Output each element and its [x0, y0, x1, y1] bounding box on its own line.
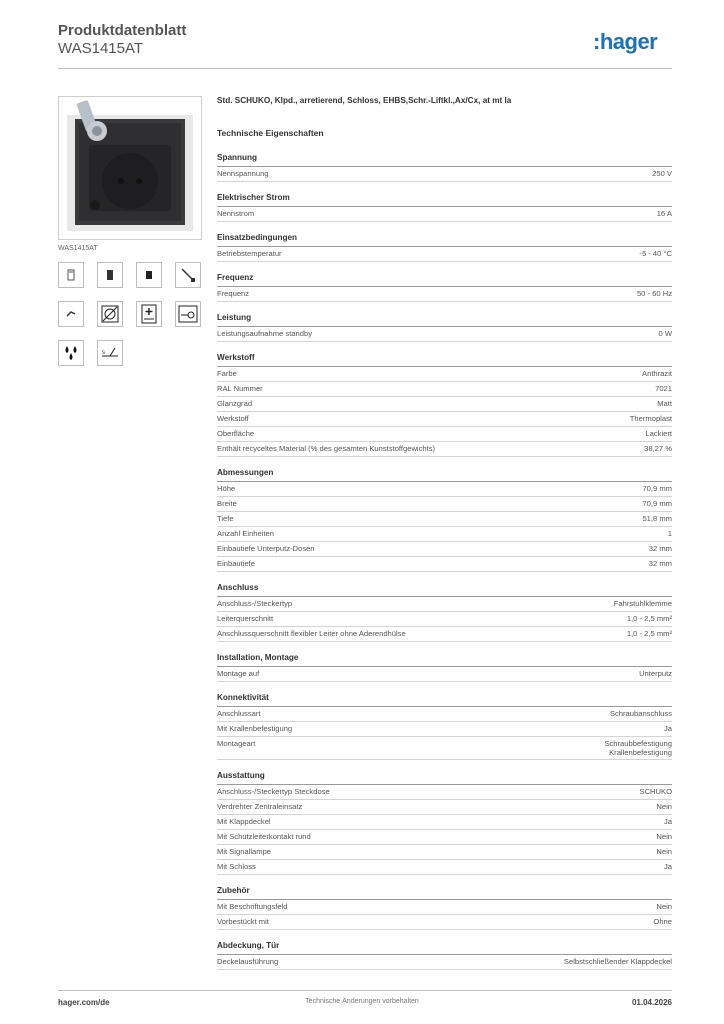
spec-group-title: Frequenz: [217, 273, 672, 287]
spec-value-line: 7021: [655, 384, 672, 393]
spec-value: [644, 444, 672, 454]
spec-group-title: Werkstoff: [217, 353, 672, 367]
spec-value-line: 16 A: [656, 209, 672, 218]
spec-row: [217, 497, 672, 512]
logo-text: :hager: [593, 29, 658, 54]
spec-row: [217, 327, 672, 342]
spec-label: Einbautiefe: [217, 559, 255, 568]
spec-value: [627, 629, 672, 639]
socket-box-icon: [136, 262, 162, 288]
spec-value: [649, 544, 672, 554]
spec-value: [656, 902, 672, 912]
spec-group: [217, 886, 672, 930]
spec-row: [217, 557, 672, 572]
spec-group-title: Installation, Montage: [217, 653, 672, 667]
spec-row: [217, 367, 672, 382]
spec-label: Leistungsaufnahme standby: [217, 329, 312, 338]
spec-value-line: 1,0 - 2,5 mm²: [626, 629, 672, 638]
spec-label: Anzahl Einheiten: [217, 529, 274, 538]
spec-value-line: 51,8 mm: [642, 514, 672, 523]
spec-label: Anschlussart: [217, 709, 261, 718]
spec-group: [217, 193, 672, 222]
spec-value-line: -5 - 40 °C: [639, 249, 672, 258]
spec-value: [642, 369, 672, 379]
spec-value-line: 0 W: [658, 329, 672, 338]
spec-label: Werkstoff: [217, 414, 249, 423]
spec-row: [217, 815, 672, 830]
spec-label: Tiefe: [217, 514, 234, 523]
spec-group: [217, 153, 672, 182]
spec-value-line: Nein: [656, 802, 672, 811]
spec-row: [217, 482, 672, 497]
spec-content: [217, 96, 672, 970]
spec-row: [217, 167, 672, 182]
spec-value: [637, 289, 672, 299]
spec-label: Breite: [217, 499, 237, 508]
spec-value-line: Ja: [663, 817, 672, 826]
spec-value: [658, 329, 672, 339]
spec-group: [217, 313, 672, 342]
spec-group: [217, 233, 672, 262]
spec-value-line: Selbstschließender Klappdeckel: [563, 957, 672, 966]
spec-row: [217, 785, 672, 800]
spec-row: [217, 707, 672, 722]
spec-value-line: 32 mm: [648, 559, 672, 568]
spec-value: [614, 599, 672, 609]
spec-label: Glanzgrad: [217, 399, 253, 408]
spec-label: Mit Krallenbefestigung: [217, 724, 293, 733]
spec-value-line: 250 V: [652, 169, 672, 178]
spec-value-line: Unterputz: [639, 669, 672, 678]
spec-value: [642, 514, 672, 524]
terminal-plus-icon: [136, 301, 162, 327]
spec-row: [217, 722, 672, 737]
spec-group-title: Leistung: [217, 313, 672, 327]
spec-value-line: Anthrazit: [642, 369, 672, 378]
spec-group-title: Ausstattung: [217, 771, 672, 785]
spec-value: [604, 739, 672, 757]
spec-label: Mit Schloss: [217, 862, 256, 871]
spec-row: [217, 627, 672, 642]
spec-value: [664, 862, 672, 872]
spec-row: [217, 800, 672, 815]
spec-value-line: Ja: [663, 862, 672, 871]
spec-value-line: 32 mm: [648, 544, 672, 553]
spec-label: Montage auf: [217, 669, 260, 678]
spec-value-line: 70,9 mm: [642, 484, 672, 493]
spec-value: [642, 499, 672, 509]
spec-label: Oberfläche: [217, 429, 255, 438]
spec-row: [217, 287, 672, 302]
spec-group: [217, 468, 672, 572]
spec-label: Verdrehter Zentraleinsatz: [217, 802, 303, 811]
spec-row: [217, 612, 672, 627]
spec-group-title: Abmessungen: [217, 468, 672, 482]
spec-row: [217, 597, 672, 612]
product-description: Std. SCHUKO, Klpd., arretierend, Schloss, EHBS,Schr.-Liftkl.,Ax/Cx, at mt la: [217, 96, 512, 105]
spec-value: [656, 802, 672, 812]
spec-label: Enthält recyceltes Material (% des gesamten Kunststoffgewichts): [217, 444, 436, 453]
spec-label: Anschluss-/Steckertyp Steckdose: [217, 787, 330, 796]
spec-group-title: Elektrischer Strom: [217, 193, 672, 207]
spec-label: Mit Schutzleiterkontakt rund: [217, 832, 311, 841]
footer-website[interactable]: hager.com/de: [58, 998, 110, 1007]
spec-row: [217, 512, 672, 527]
spec-value-line: 1,0 - 2,5 mm²: [626, 614, 672, 623]
spec-value: [653, 917, 672, 927]
spec-value-line: 38,27 %: [644, 444, 672, 453]
spec-label: Mit Beschriftungsfeld: [217, 902, 288, 911]
spec-label: Mit Klappdeckel: [217, 817, 271, 826]
spec-row: [217, 527, 672, 542]
product-code: WAS1415AT: [58, 40, 144, 57]
spec-value: [627, 614, 672, 624]
spec-label: Vorbestückt mit: [217, 917, 269, 926]
water-drops-icon: [58, 340, 84, 366]
flush-box-icon: [97, 262, 123, 288]
spec-label: Einbautiefe Unterputz-Dosen: [217, 544, 315, 553]
screwdriver-icon: [175, 262, 201, 288]
spec-value: [655, 384, 672, 394]
spec-group: [217, 693, 672, 760]
spec-value-line: Thermoplast: [629, 414, 672, 423]
spec-value-line: Krallenbefestigung: [609, 748, 672, 757]
spec-value-line: Nein: [656, 902, 672, 911]
spec-value-line: Fahrstuhlklemme: [613, 599, 672, 608]
spec-row: [217, 667, 672, 682]
spec-row: [217, 955, 672, 970]
spec-label: Farbe: [217, 369, 237, 378]
spec-group: [217, 273, 672, 302]
spec-value: [610, 709, 672, 719]
svg-text:s: s: [102, 350, 105, 356]
spec-value-line: Matt: [657, 399, 672, 408]
spec-value: [657, 209, 672, 219]
spec-label: Höhe: [217, 484, 236, 493]
spec-group-title: Einsatzbedingungen: [217, 233, 672, 247]
image-caption: WAS1415AT: [58, 245, 98, 252]
spec-label: RAL Nummer: [217, 384, 263, 393]
spec-value-line: 50 - 60 Hz: [636, 289, 672, 298]
spec-row: [217, 830, 672, 845]
spec-value: [664, 817, 672, 827]
spec-label: Nennspannung: [217, 169, 269, 178]
socket-illustration: [59, 97, 201, 239]
product-image: [58, 96, 202, 240]
spec-label: Mit Signallampe: [217, 847, 272, 856]
spec-row: [217, 845, 672, 860]
spec-value: [630, 414, 672, 424]
spec-value: [639, 669, 672, 679]
spec-value: [649, 559, 672, 569]
spec-group-title: Zubehör: [217, 886, 672, 900]
section-heading: Technische Eigenschaften: [217, 128, 324, 138]
spec-value-line: Nein: [656, 832, 672, 841]
spec-row: [217, 247, 672, 262]
spec-row: [217, 900, 672, 915]
spec-value: [656, 832, 672, 842]
spec-label: Anschlussquerschnitt flexibler Leiter ohne Aderendhülse: [217, 629, 406, 638]
spec-row: [217, 442, 672, 457]
spec-value-line: Nein: [656, 847, 672, 856]
spec-group: [217, 583, 672, 642]
spec-row: [217, 737, 672, 760]
spec-value-line: Ja: [663, 724, 672, 733]
spec-group-title: Spannung: [217, 153, 672, 167]
spec-row: [217, 207, 672, 222]
spec-value: [652, 169, 672, 179]
spec-label: Frequenz: [217, 289, 250, 298]
page-title: Produktdatenblatt: [58, 22, 187, 39]
footer-divider: [58, 990, 672, 991]
spec-value-line: 70,9 mm: [642, 499, 672, 508]
spec-value: [668, 529, 672, 539]
spec-row: [217, 382, 672, 397]
spec-value-line: SCHUKO: [639, 787, 672, 796]
spec-row: [217, 427, 672, 442]
spec-row: [217, 397, 672, 412]
footer-date: 01.04.2026: [631, 998, 672, 1007]
spec-value: [564, 957, 672, 967]
spec-group: [217, 771, 672, 875]
spec-label: Anschluss-/Steckertyp: [217, 599, 293, 608]
spec-group-title: Anschluss: [217, 583, 672, 597]
footer-notice: Technische Änderungen vorbehalten: [305, 998, 419, 1005]
spec-label: Deckelausführung: [217, 957, 279, 966]
spec-value-line: Schraubbefestigung: [604, 739, 672, 748]
clip-icon: [58, 301, 84, 327]
spec-group-title: Abdeckung, Tür: [217, 941, 672, 955]
spec-value-line: 1: [667, 529, 672, 538]
hager-logo: [593, 28, 658, 56]
spec-value-line: Ohne: [653, 917, 672, 926]
spec-row: [217, 915, 672, 930]
spec-label: Betriebstemperatur: [217, 249, 282, 258]
spec-label: Leiterquerschnitt: [217, 614, 274, 623]
spec-value: [664, 724, 672, 734]
spec-value: [645, 429, 672, 439]
switch-symbol-icon: [97, 340, 123, 366]
spec-group: [217, 653, 672, 682]
spec-row: [217, 860, 672, 875]
spec-value-line: Schraubanschluss: [609, 709, 672, 718]
spec-label: Nennstrom: [217, 209, 255, 218]
spec-value: [639, 249, 672, 259]
spec-group: [217, 941, 672, 970]
spec-label: Montageart: [217, 739, 256, 748]
spec-value-line: Lackiert: [645, 429, 672, 438]
spec-value: [642, 484, 672, 494]
spec-row: [217, 542, 672, 557]
spec-group: [217, 353, 672, 457]
no-tool-icon: [97, 301, 123, 327]
spec-groups: [217, 153, 672, 970]
header-divider: [58, 68, 672, 69]
connector-icon: [175, 301, 201, 327]
spec-value: [640, 787, 673, 797]
spec-value: [657, 399, 672, 409]
spec-group-title: Konnektivität: [217, 693, 672, 707]
spec-value: [656, 847, 672, 857]
spec-row: [217, 412, 672, 427]
surface-box-icon: [58, 262, 84, 288]
